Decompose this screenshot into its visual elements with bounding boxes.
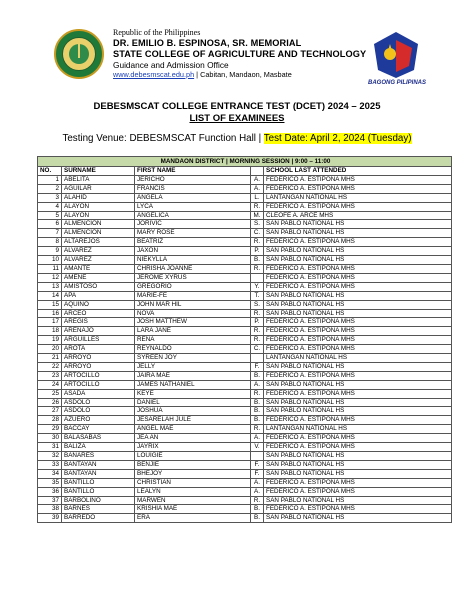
cell-middle-initial: B. (251, 407, 264, 416)
cell-no: 18 (38, 327, 62, 336)
cell-first-name: NIEKYLLA (135, 256, 251, 265)
cell-school: FEDERICO A. ESTIPONA MHS (264, 318, 452, 327)
table-row (38, 264, 452, 273)
cell-first-name: LYCA (135, 202, 251, 211)
cell-no: 4 (38, 202, 62, 211)
cell-first-name: KEYE (135, 389, 251, 398)
cell-no: 2 (38, 184, 62, 193)
cell-no: 12 (38, 273, 62, 282)
cell-middle-initial: A. (251, 184, 264, 193)
cell-surname: ALVAREZ (62, 256, 135, 265)
cell-no: 25 (38, 389, 62, 398)
cell-middle-initial: B. (251, 416, 264, 425)
cell-surname: ASADA (62, 389, 135, 398)
cell-no: 15 (38, 300, 62, 309)
cell-surname: BACCAY (62, 425, 135, 434)
cell-surname: AMISTOSO (62, 282, 135, 291)
cell-no: 33 (38, 460, 62, 469)
college-seal-logo (54, 29, 104, 79)
cell-no: 19 (38, 336, 62, 345)
cell-no: 16 (38, 309, 62, 318)
cell-school: FEDERICO A. ESTIPONA MHS (264, 282, 452, 291)
cell-first-name: MARIE-FE (135, 291, 251, 300)
cell-school: FEDERICO A. ESTIPONA MHS (264, 389, 452, 398)
examinees-table (37, 156, 452, 523)
cell-no: 39 (38, 514, 62, 523)
cell-middle-initial: R. (251, 496, 264, 505)
cell-middle-initial: F. (251, 469, 264, 478)
cell-school: SAN PABLO NATIONAL HS (264, 496, 452, 505)
cell-no: 8 (38, 238, 62, 247)
cell-surname: AZUERO (62, 416, 135, 425)
cell-middle-initial (251, 273, 264, 282)
cell-no: 5 (38, 211, 62, 220)
cell-no: 1 (38, 175, 62, 184)
cell-surname: AQUINO (62, 300, 135, 309)
cell-no: 10 (38, 256, 62, 265)
cell-surname: ALAYON (62, 202, 135, 211)
cell-school: LANTANGAN NATIONAL HS (264, 193, 452, 202)
cell-surname: ABELITA (62, 175, 135, 184)
table-row (38, 416, 452, 425)
address-text: | Cabitan, Mandaon, Masbate (194, 70, 292, 79)
cell-first-name: JAXON (135, 247, 251, 256)
cell-surname: BARREDO (62, 514, 135, 523)
table-row (38, 309, 452, 318)
cell-middle-initial: A. (251, 478, 264, 487)
cell-first-name: JOSHUA (135, 407, 251, 416)
table-row (38, 291, 452, 300)
cell-no: 7 (38, 229, 62, 238)
table-row (38, 273, 452, 282)
cell-surname: ASDOLO (62, 398, 135, 407)
college-name-line2: STATE COLLEGE OF AGRICULTURE AND TECHNOLOGY (113, 49, 367, 59)
cell-school: LANTANGAN NATIONAL HS (264, 354, 452, 363)
cell-middle-initial: M. (251, 211, 264, 220)
cell-middle-initial: C. (251, 229, 264, 238)
cell-surname: BARBOLINO (62, 496, 135, 505)
cell-surname: BALASABAS (62, 434, 135, 443)
cell-school: SAN PABLO NATIONAL HS (264, 398, 452, 407)
cell-first-name: ANGELICA (135, 211, 251, 220)
cell-first-name: REYNALDO (135, 345, 251, 354)
cell-no: 37 (38, 496, 62, 505)
cell-surname: ARCEO (62, 309, 135, 318)
table-row (38, 282, 452, 291)
cell-no: 31 (38, 443, 62, 452)
session-row (38, 157, 452, 167)
cell-school: FEDERICO A. ESTIPONA MHS (264, 238, 452, 247)
cell-school: SAN PABLO NATIONAL HS (264, 256, 452, 265)
cell-school: FEDERICO A. ESTIPONA MHS (264, 443, 452, 452)
cell-surname: ALMENCION (62, 220, 135, 229)
cell-school: SAN PABLO NATIONAL HS (264, 514, 452, 523)
cell-surname: BARNES (62, 505, 135, 514)
cell-middle-initial: S. (251, 220, 264, 229)
table-row (38, 478, 452, 487)
institution-block (113, 28, 367, 80)
cell-first-name: CHRISTIAN (135, 478, 251, 487)
cell-school: SAN PABLO NATIONAL HS (264, 469, 452, 478)
cell-first-name: JEA AN (135, 434, 251, 443)
cell-no: 38 (38, 505, 62, 514)
table-row (38, 238, 452, 247)
cell-no: 30 (38, 434, 62, 443)
cell-surname: ALMENCION (62, 229, 135, 238)
cell-school: FEDERICO A. ESTIPONA MHS (264, 202, 452, 211)
cell-school: FEDERICO A. ESTIPONA MHS (264, 434, 452, 443)
cell-middle-initial: A. (251, 175, 264, 184)
cell-surname: ALTAREJOS (62, 238, 135, 247)
cell-school: FEDERICO A. ESTIPONA MHS (264, 184, 452, 193)
cell-school: SAN PABLO NATIONAL HS (264, 362, 452, 371)
cell-no: 9 (38, 247, 62, 256)
cell-first-name: GREGORIO (135, 282, 251, 291)
cell-no: 23 (38, 371, 62, 380)
cell-surname: ARENAJO (62, 327, 135, 336)
cell-school: SAN PABLO NATIONAL HS (264, 229, 452, 238)
table-row (38, 193, 452, 202)
cell-middle-initial: R. (251, 389, 264, 398)
table-row (38, 202, 452, 211)
table-row (38, 460, 452, 469)
cell-no: 27 (38, 407, 62, 416)
cell-first-name: SYREEN JOY (135, 354, 251, 363)
cell-first-name: JOSH MATTHEW (135, 318, 251, 327)
column-header-no: NO. (38, 167, 62, 176)
cell-no: 24 (38, 380, 62, 389)
office-name: Guidance and Admission Office (113, 60, 229, 70)
cell-first-name: JELLY (135, 362, 251, 371)
cell-surname: ARGUILLES (62, 336, 135, 345)
column-header-first-name: FIRST NAME (135, 167, 251, 176)
table-row (38, 327, 452, 336)
cell-no: 35 (38, 478, 62, 487)
session-label: MANDAON DISTRICT | MORNING SESSION | 9:00 – 11:00 (38, 157, 452, 167)
table-row (38, 354, 452, 363)
cell-no: 22 (38, 362, 62, 371)
cell-school: LANTANGAN NATIONAL HS (264, 425, 452, 434)
cell-school: FEDERICO A. ESTIPONA MHS (264, 416, 452, 425)
cell-first-name: BEATRIZ (135, 238, 251, 247)
contact-line (113, 70, 363, 80)
cell-surname: ARROYO (62, 362, 135, 371)
table-row (38, 514, 452, 523)
cell-first-name: MARY ROSE (135, 229, 251, 238)
cell-school: SAN PABLO NATIONAL HS (264, 452, 452, 461)
cell-no: 6 (38, 220, 62, 229)
cell-school: FEDERICO A. ESTIPONA MHS (264, 345, 452, 354)
cell-first-name: ERA (135, 514, 251, 523)
cell-middle-initial: B. (251, 398, 264, 407)
cell-first-name: KRISHIA MAE (135, 505, 251, 514)
cell-no: 13 (38, 282, 62, 291)
cell-no: 21 (38, 354, 62, 363)
table-row (38, 247, 452, 256)
cell-surname: ARROYO (62, 354, 135, 363)
column-header-middle-initial (251, 167, 264, 176)
cell-school: FEDERICO A. ESTIPONA MHS (264, 336, 452, 345)
cell-first-name: JOHN MAR HIL (135, 300, 251, 309)
cell-middle-initial: F. (251, 362, 264, 371)
cell-middle-initial: R. (251, 238, 264, 247)
cell-middle-initial: Y. (251, 282, 264, 291)
cell-first-name: JERICHO (135, 175, 251, 184)
venue-line (0, 133, 474, 144)
college-name-line1: DR. EMILIO B. ESPINOSA, SR. MEMORIAL (113, 38, 302, 48)
table-row (38, 336, 452, 345)
document-subtitle: LIST OF EXAMINEES (189, 113, 285, 124)
cell-school: FEDERICO A. ESTIPONA MHS (264, 505, 452, 514)
cell-first-name: JEROME XYRUS (135, 273, 251, 282)
cell-school: FEDERICO A. ESTIPONA MHS (264, 487, 452, 496)
table-row (38, 398, 452, 407)
column-header-row (38, 167, 452, 176)
cell-middle-initial: A. (251, 380, 264, 389)
table-row (38, 345, 452, 354)
cell-no: 28 (38, 416, 62, 425)
cell-no: 11 (38, 264, 62, 273)
document-header (0, 0, 474, 95)
cell-middle-initial: S. (251, 300, 264, 309)
table-row (38, 300, 452, 309)
bagong-pilipinas-logo (366, 30, 426, 80)
cell-no: 17 (38, 318, 62, 327)
cell-school: SAN PABLO NATIONAL HS (264, 309, 452, 318)
column-header-surname: SURNAME (62, 167, 135, 176)
table-row (38, 487, 452, 496)
table-row (38, 362, 452, 371)
cell-middle-initial: T. (251, 291, 264, 300)
cell-first-name: DANIEL (135, 398, 251, 407)
cell-middle-initial: A. (251, 487, 264, 496)
cell-middle-initial: L. (251, 193, 264, 202)
cell-first-name: CHRISHA JOANNE (135, 264, 251, 273)
test-date-highlight: Test Date: April 2, 2024 (Tuesday) (263, 133, 412, 144)
cell-surname: AROTA (62, 345, 135, 354)
cell-middle-initial: B. (251, 514, 264, 523)
cell-no: 32 (38, 452, 62, 461)
cell-first-name: ANGEL MAE (135, 425, 251, 434)
cell-middle-initial: A. (251, 434, 264, 443)
table-row (38, 318, 452, 327)
cell-surname: ARTOCILLO (62, 380, 135, 389)
cell-surname: ASDOLO (62, 407, 135, 416)
cell-surname: BANTAYAN (62, 460, 135, 469)
cell-middle-initial (251, 452, 264, 461)
table-row (38, 452, 452, 461)
cell-school: SAN PABLO NATIONAL HS (264, 407, 452, 416)
cell-middle-initial: R. (251, 309, 264, 318)
cell-middle-initial: F. (251, 460, 264, 469)
cell-surname: BANTILLO (62, 487, 135, 496)
cell-middle-initial (251, 354, 264, 363)
table-row (38, 434, 452, 443)
cell-school: SAN PABLO NATIONAL HS (264, 460, 452, 469)
cell-first-name: JESARELAH JULE (135, 416, 251, 425)
cell-surname: APA (62, 291, 135, 300)
cell-middle-initial: P. (251, 318, 264, 327)
cell-first-name: LARA JANE (135, 327, 251, 336)
table-row (38, 380, 452, 389)
website-link[interactable]: www.debesmscat.edu.ph (113, 70, 195, 79)
cell-surname: AMANTE (62, 264, 135, 273)
cell-school: FEDERICO A. ESTIPONA MHS (264, 371, 452, 380)
cell-school: SAN PABLO NATIONAL HS (264, 247, 452, 256)
cell-first-name: ANGELA (135, 193, 251, 202)
cell-first-name: BENJIE (135, 460, 251, 469)
cell-middle-initial: R. (251, 202, 264, 211)
table-row (38, 211, 452, 220)
table-row (38, 443, 452, 452)
document-title: DEBESMSCAT COLLEGE ENTRANCE TEST (DCET) 2024 – 2025 (93, 101, 381, 112)
cell-no: 20 (38, 345, 62, 354)
venue-text: Testing Venue: DEBESMSCAT Function Hall | (62, 133, 264, 144)
table-row (38, 175, 452, 184)
table-row (38, 496, 452, 505)
cell-school: FEDERICO A. ESTIPONA MHS (264, 175, 452, 184)
cell-middle-initial: R. (251, 425, 264, 434)
table-row (38, 229, 452, 238)
cell-middle-initial: P. (251, 247, 264, 256)
cell-surname: BANTILLO (62, 478, 135, 487)
cell-surname: BAÑARES (62, 452, 135, 461)
cell-first-name: BHEJOY (135, 469, 251, 478)
cell-first-name: MARWEN (135, 496, 251, 505)
cell-no: 29 (38, 425, 62, 434)
cell-no: 3 (38, 193, 62, 202)
cell-school: SAN PABLO NATIONAL HS (264, 291, 452, 300)
cell-middle-initial: B. (251, 256, 264, 265)
cell-middle-initial: V. (251, 443, 264, 452)
cell-first-name: LEALYN (135, 487, 251, 496)
cell-no: 14 (38, 291, 62, 300)
table-row (38, 469, 452, 478)
cell-school: FEDERICO A. ESTIPONA MHS (264, 478, 452, 487)
cell-surname: ALAYON (62, 211, 135, 220)
table-row (38, 505, 452, 514)
cell-no: 26 (38, 398, 62, 407)
cell-surname: AGUILAR (62, 184, 135, 193)
cell-surname: BANTAYAN (62, 469, 135, 478)
table-row (38, 256, 452, 265)
cell-school: FEDERICO A. ESTIPONA MHS (264, 264, 452, 273)
cell-first-name: JAMES NATHANIEL (135, 380, 251, 389)
cell-surname: AMENE (62, 273, 135, 282)
cell-school: FEDERICO A. ESTIPONA MHS (264, 327, 452, 336)
cell-school: SAN PABLO NATIONAL HS (264, 300, 452, 309)
column-header-school: SCHOOL LAST ATTENDED (264, 167, 452, 176)
bagong-pilipinas-label: BAGONG PILIPINAS (367, 80, 426, 86)
cell-surname: ARTOCILLO (62, 371, 135, 380)
cell-first-name: JORIVIC (135, 220, 251, 229)
cell-middle-initial: R. (251, 336, 264, 345)
table-row (38, 389, 452, 398)
table-row (38, 371, 452, 380)
table-row (38, 184, 452, 193)
cell-middle-initial: B. (251, 371, 264, 380)
cell-middle-initial: R. (251, 327, 264, 336)
cell-first-name: LOUIGIE (135, 452, 251, 461)
cell-first-name: NOVA (135, 309, 251, 318)
cell-surname: BALIZA (62, 443, 135, 452)
cell-surname: ALVAREZ (62, 247, 135, 256)
cell-first-name: JAIRA MAE (135, 371, 251, 380)
table-row (38, 407, 452, 416)
table-row (38, 425, 452, 434)
cell-first-name: JAYRIX (135, 443, 251, 452)
cell-no: 34 (38, 469, 62, 478)
cell-middle-initial: C. (251, 345, 264, 354)
cell-middle-initial: R. (251, 264, 264, 273)
cell-school: CLEOFE A. ARCE MHS (264, 211, 452, 220)
cell-surname: ALAHID (62, 193, 135, 202)
cell-first-name: FRANCIS (135, 184, 251, 193)
cell-middle-initial: B. (251, 505, 264, 514)
republic-line: Republic of the Philippines (113, 28, 201, 37)
cell-no: 36 (38, 487, 62, 496)
cell-surname: AREGIS (62, 318, 135, 327)
table-row (38, 220, 452, 229)
cell-school: SAN PABLO NATIONAL HS (264, 380, 452, 389)
cell-school: FEDERICO A. ESTIPONA MHS (264, 273, 452, 282)
cell-school: SAN PABLO NATIONAL HS (264, 220, 452, 229)
cell-first-name: RENA (135, 336, 251, 345)
